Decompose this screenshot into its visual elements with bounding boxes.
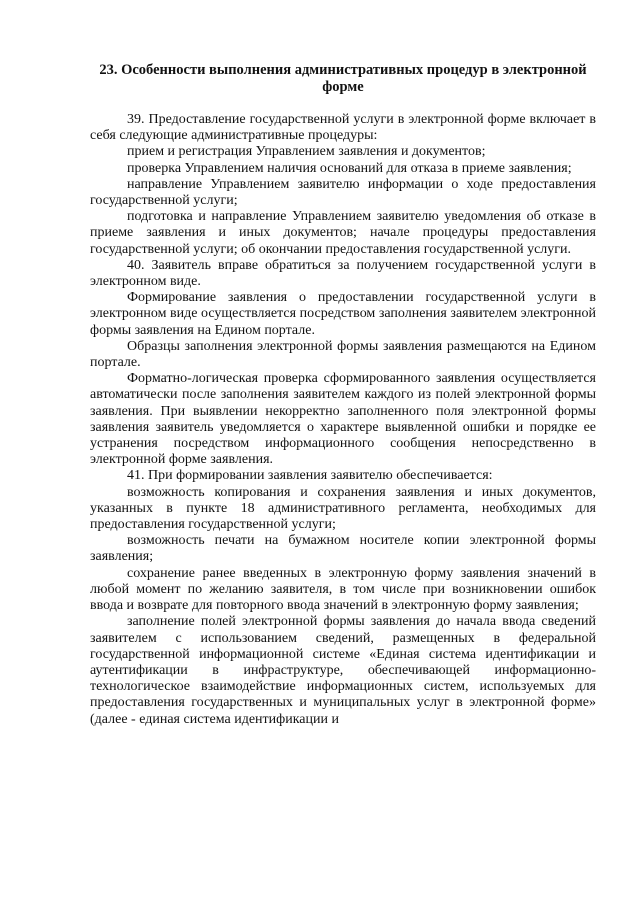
paragraph-item: заполнение полей электронной формы заявления до начала ввода сведений заявителем с использованием сведений, размещенных в федеральной государственной информационной системе «Единая система идентификации и аутентификации в инфраструктуре, обеспечивающей информационно-технологическое взаимодействие информационных систем, используемых для предоставления государственных и муниципальных услуг в электронной форме» (далее - единая система идентификации и: [90, 614, 596, 727]
section-title: 23. Особенности выполнения административных процедур в электронной форме: [99, 62, 587, 95]
paragraph-item: Образцы заполнения электронной формы заявления размещаются на Едином портале.: [90, 338, 596, 371]
paragraph-item: Формирование заявления о предоставлении государственной услуги в электронном виде осуществляется посредством заполнения заявителем электронной формы заявления на Едином портале.: [90, 290, 596, 338]
paragraph-item: направление Управлением заявителю информации о ходе предоставления государственной услуги;: [90, 176, 596, 209]
paragraph-item: возможность печати на бумажном носителе копии электронной формы заявления;: [90, 533, 596, 565]
paragraph-item: Форматно-логическая проверка сформированного заявления осуществляется автоматически после заполнения заявителем каждого из полей электронной формы заявления. При выявлении некорректно заполненного поля электронной формы заявления заявитель уведомляется о характере выявленной ошибки и порядке ее устранения посредством информационного сообщения непосредственно в электронной форме заявления.: [90, 371, 596, 468]
paragraph-item: проверка Управлением наличия оснований для отказа в приеме заявления;: [127, 160, 572, 176]
paragraph-40: 40. Заявитель вправе обратиться за получением государственной услуги в электронном виде.: [90, 257, 596, 290]
paragraph-item: возможность копирования и сохранения заявления и иных документов, указанных в пункте 18 административного регламента, необходимых для предоставления государственной услуги;: [90, 484, 596, 533]
paragraph-41: 41. При формировании заявления заявителю обеспечивается:: [127, 468, 493, 484]
document-body: [90, 112, 596, 728]
paragraph-item: сохранение ранее введенных в электронную форму заявления значений в любой момент по желанию заявителя, в том числе при возникновении ошибок ввода и возврате для повторного ввода значений в электронную форму заявления;: [90, 565, 596, 614]
paragraph-item: прием и регистрация Управлением заявления и документов;: [127, 144, 486, 160]
paragraph-item: подготовка и направление Управлением заявителю уведомления об отказе в приеме заявления и иных документов; начале процедуры предоставления государственной услуги; об окончании предоставления государственной услуги.: [90, 209, 596, 257]
paragraph-39-intro: 39. Предоставление государственной услуги в электронной форме включает в себя следующие административные процедуры:: [90, 112, 596, 144]
